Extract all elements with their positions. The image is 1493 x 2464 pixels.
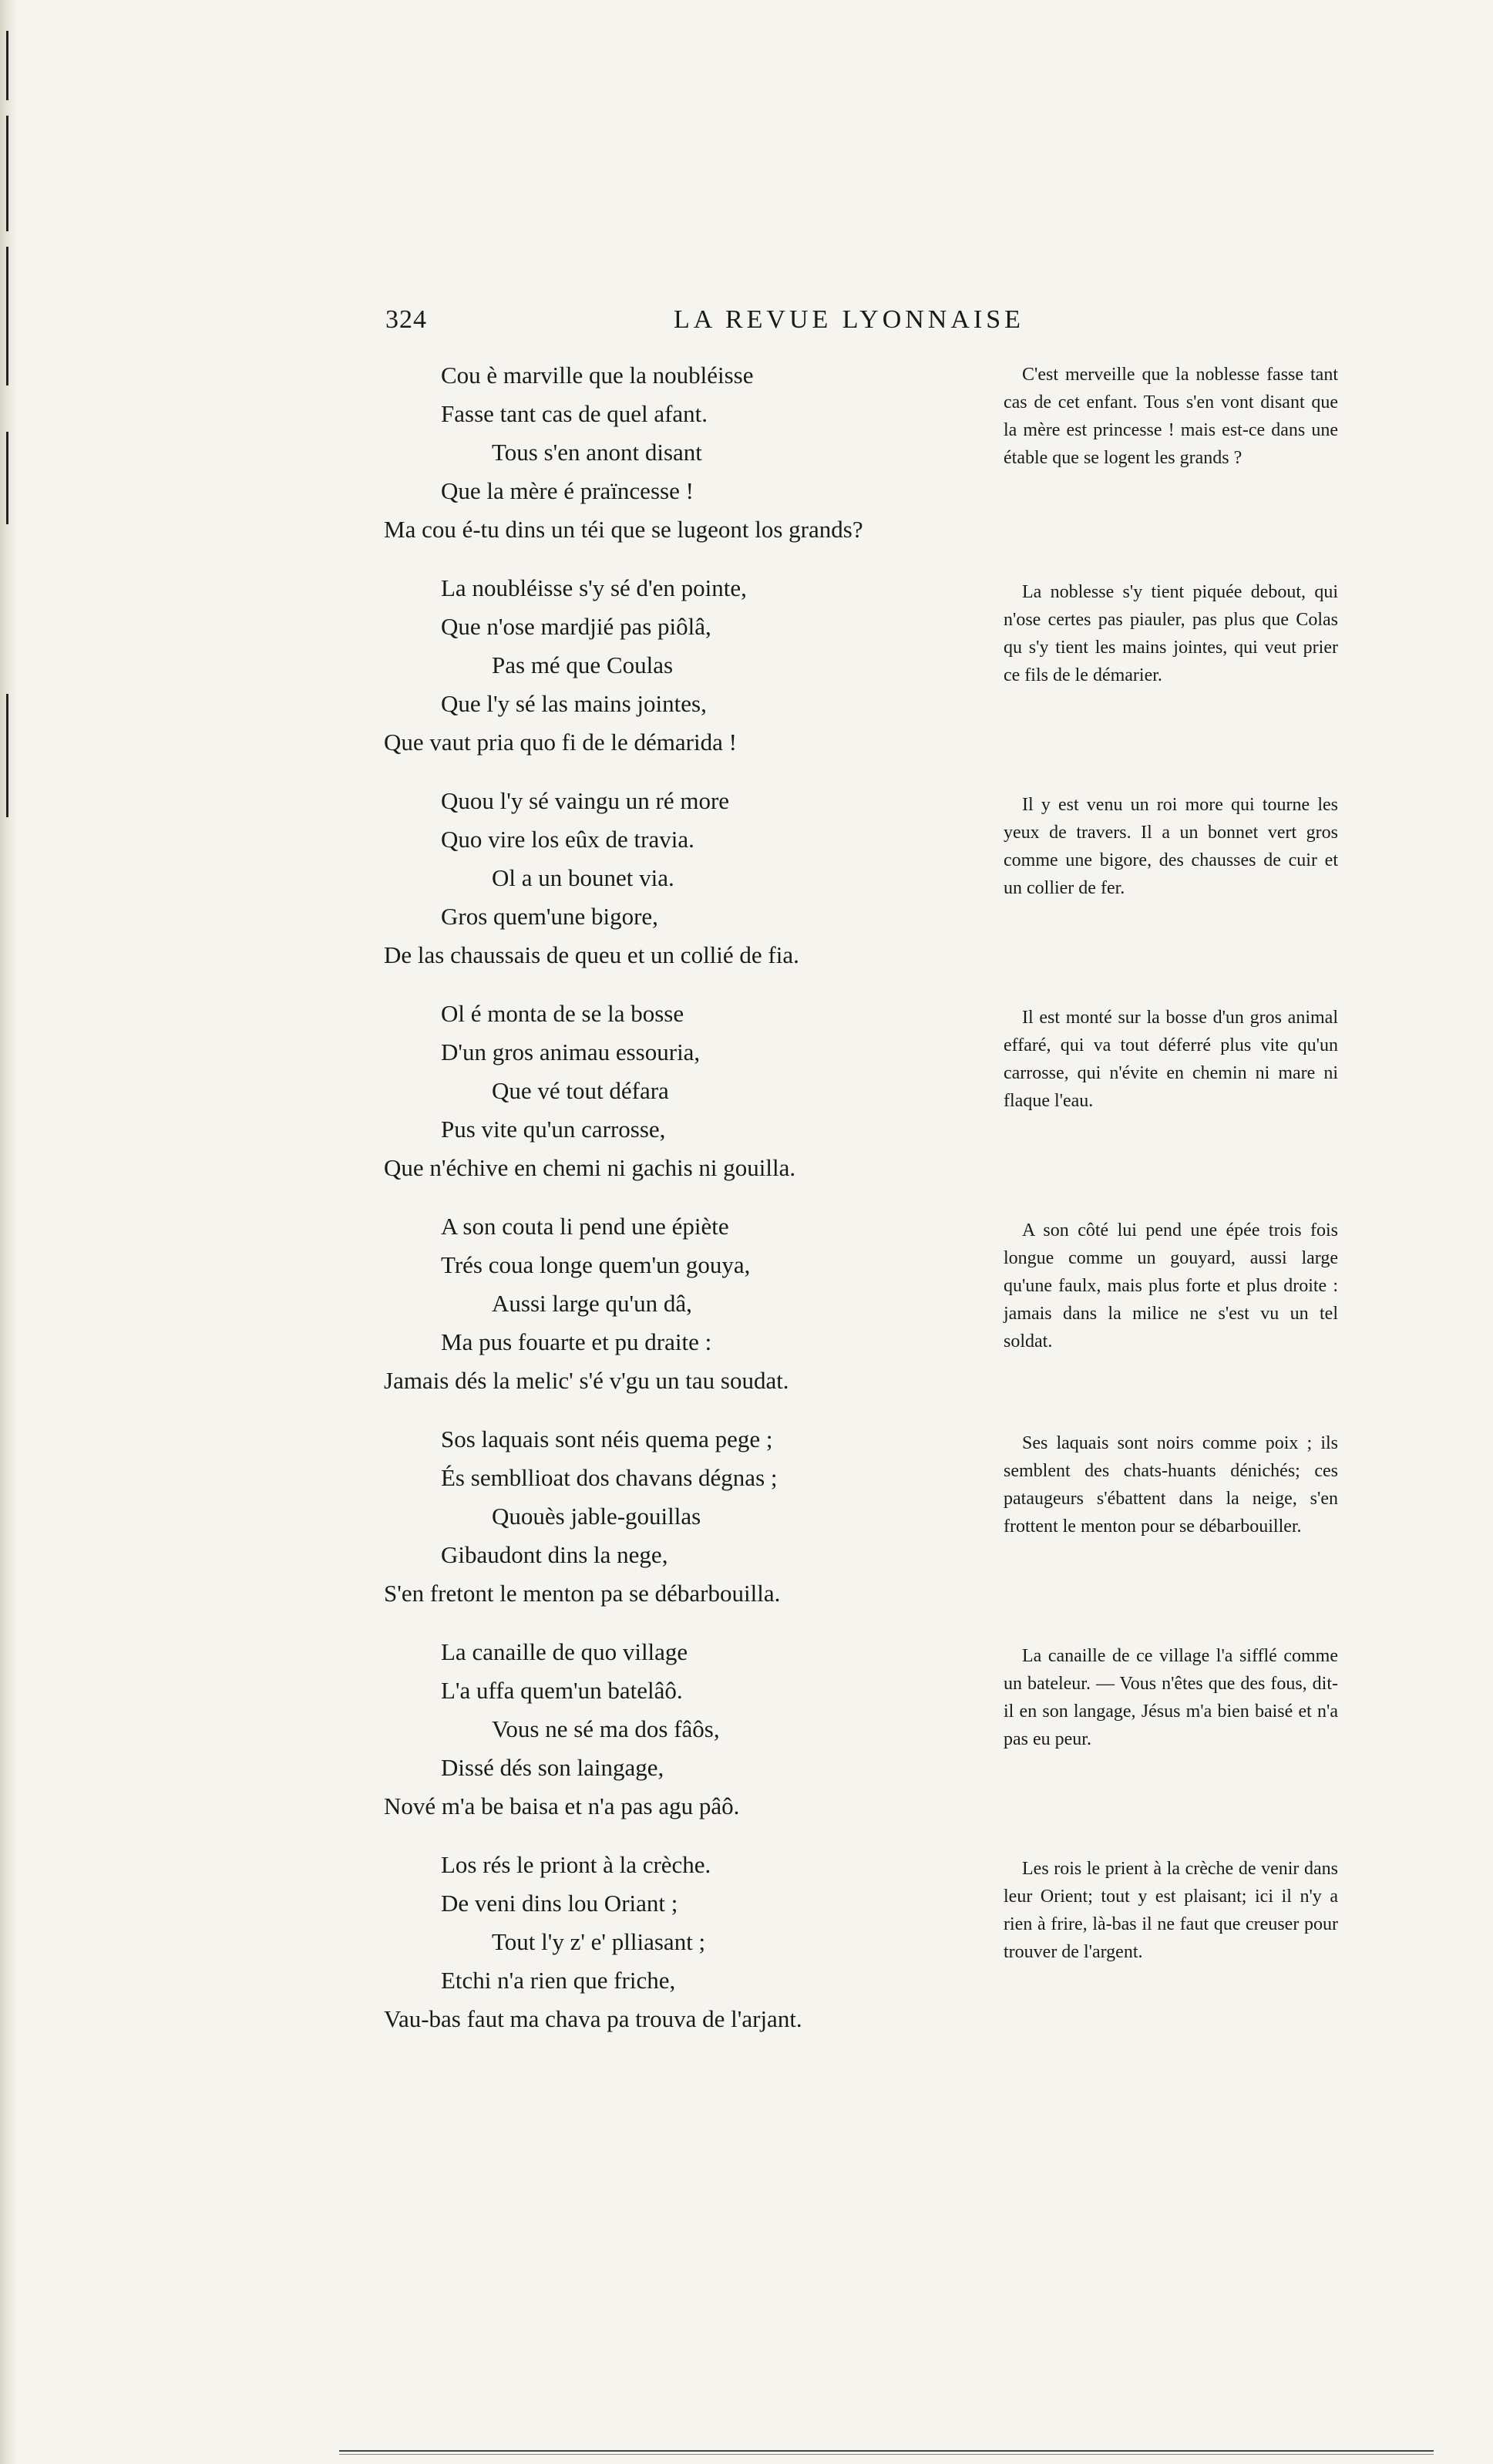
verse-line: S'en fretont le menton pa se débarbouilla. bbox=[384, 1580, 781, 1607]
stanza bbox=[384, 569, 985, 762]
binding-mark bbox=[6, 432, 8, 524]
translation-paragraph: La noblesse s'y tient piquée debout, qui n'ose certes pas piauler, pas plus que Colas qu s'y tient les mains jointes, qui veut prier ce fils de le démarier. bbox=[1004, 582, 1338, 685]
verse-line: Aussi large qu'un dâ, bbox=[492, 1290, 692, 1317]
verse-line: Dissé dés son laingage, bbox=[441, 1754, 664, 1781]
verse-line: Que n'échive en chemi ni gachis ni gouilla. bbox=[384, 1154, 796, 1181]
verse-line: Los rés le priont à la crèche. bbox=[441, 1851, 711, 1878]
verse-line: Nové m'a be baisa et n'a pas agu pâô. bbox=[384, 1792, 740, 1819]
binding-mark bbox=[6, 247, 8, 385]
binding-mark bbox=[6, 31, 8, 100]
verse-line: Ma pus fouarte et pu draite : bbox=[441, 1328, 712, 1355]
running-title: LA REVUE LYONNAISE bbox=[674, 305, 1024, 334]
verse-line: Etchi n'a rien que friche, bbox=[441, 1967, 676, 1994]
binding-edge bbox=[0, 0, 17, 2464]
verse-line: Que vé tout défara bbox=[492, 1077, 669, 1104]
verse-line: Quo vire los eûx de travia. bbox=[441, 826, 694, 853]
verse-line: Ol a un bounet via. bbox=[492, 864, 674, 891]
verse-line: Trés coua longe quem'un gouya, bbox=[441, 1251, 751, 1278]
translation-paragraph: Les rois le prient à la crèche de venir dans leur Orient; tout y est plaisant; ici il n'y a rien à frire, là-bas il ne faut que creuser pour trouver de l'argent. bbox=[1004, 1859, 1338, 1962]
binding-mark bbox=[6, 694, 8, 817]
verse-line: Que l'y sé las mains jointes, bbox=[441, 690, 707, 717]
verse-line: Tous s'en anont disant bbox=[492, 439, 702, 466]
verse-line: De veni dins lou Oriant ; bbox=[441, 1890, 678, 1917]
verse-line: Pus vite qu'un carrosse, bbox=[441, 1116, 666, 1143]
verse-line: Ol é monta de se la bosse bbox=[441, 1000, 684, 1027]
verse-line: Gros quem'une bigore, bbox=[441, 903, 658, 930]
verse-line: De las chaussais de queu et un collié de fia. bbox=[384, 941, 799, 968]
verse-line: L'a uffa quem'un batelâô. bbox=[441, 1677, 683, 1704]
stanza bbox=[384, 1420, 985, 1613]
stanza bbox=[384, 356, 985, 549]
page-header bbox=[385, 305, 1056, 344]
stanza bbox=[384, 1846, 985, 2038]
verse-line: Fasse tant cas de quel afant. bbox=[441, 400, 708, 427]
verse-line: A son couta li pend une épiète bbox=[441, 1213, 729, 1240]
verse-line: Vous ne sé ma dos fâôs, bbox=[492, 1715, 720, 1742]
bottom-rule bbox=[339, 2454, 1434, 2455]
verse-line: Que la mère é praïncesse ! bbox=[441, 477, 694, 504]
verse-line: Sos laquais sont néis quema pege ; bbox=[441, 1426, 773, 1452]
verse-line: Quou l'y sé vaingu un ré more bbox=[441, 787, 730, 814]
verse-line: Jamais dés la melic' s'é v'gu un tau soudat. bbox=[384, 1367, 789, 1394]
stanza bbox=[384, 1207, 985, 1400]
translation-paragraph: La canaille de ce village l'a sifflé comme un bateleur. — Vous n'êtes que des fous, dit-il en son langage, Jésus m'a bien baisé et n'a pas eu peur. bbox=[1004, 1646, 1338, 1749]
stanza bbox=[384, 995, 985, 1187]
verse-line: És sembllioat dos chavans dégnas ; bbox=[441, 1464, 778, 1491]
stanza bbox=[384, 1633, 985, 1826]
verse-line: D'un gros animau essouria, bbox=[441, 1038, 701, 1065]
verse-line: Quouès jable-gouillas bbox=[492, 1503, 701, 1530]
verse-line: La canaille de quo village bbox=[441, 1638, 688, 1665]
verse-line: Tout l'y z' e' plliasant ; bbox=[492, 1928, 706, 1955]
verse-line: Gibaudont dins la nege, bbox=[441, 1541, 668, 1568]
page-number: 324 bbox=[385, 305, 427, 334]
verse-line: Cou è marville que la noubléisse bbox=[441, 362, 754, 389]
verse-line: Que n'ose mardjié pas piôlâ, bbox=[441, 613, 711, 640]
translation-paragraph: A son côté lui pend une épée trois fois longue comme un gouyard, aussi large qu'une faulx, mais plus forte et plus droite : jamais dans la milice ne s'est vu un tel soldat. bbox=[1004, 1220, 1338, 1351]
translation-paragraph: Ses laquais sont noirs comme poix ; ils semblent des chats-huants dénichés; ces pataugeurs s'ébattent dans la neige, s'en frottent le menton pour se débarbouiller. bbox=[1004, 1433, 1338, 1537]
binding-mark bbox=[6, 116, 8, 231]
verse-line: Que vaut pria quo fi de le démarida ! bbox=[384, 729, 737, 756]
verse-line: Pas mé que Coulas bbox=[492, 651, 674, 678]
verse-line: Ma cou é-tu dins un téi que se lugeont los grands? bbox=[384, 516, 863, 543]
translation-paragraph: Il est monté sur la bosse d'un gros animal effaré, qui va tout déferré plus vite qu'un carrosse, qui n'évite en chemin ni mare ni flaque l'eau. bbox=[1004, 1008, 1338, 1111]
bottom-rule bbox=[339, 2450, 1434, 2452]
verse-line: La noubléisse s'y sé d'en pointe, bbox=[441, 574, 747, 601]
verse-line: Vau-bas faut ma chava pa trouva de l'arjant. bbox=[384, 2005, 802, 2032]
translation-paragraph: Il y est venu un roi more qui tourne les yeux de travers. Il a un bonnet vert gros comme une bigore, des chausses de cuir et un collier de fer. bbox=[1004, 795, 1338, 898]
translation-paragraph: C'est merveille que la noblesse fasse tant cas de cet enfant. Tous s'en vont disant que la mère est princesse ! mais est-ce dans une étable que se logent les grands ? bbox=[1004, 365, 1338, 468]
stanza bbox=[384, 782, 985, 974]
